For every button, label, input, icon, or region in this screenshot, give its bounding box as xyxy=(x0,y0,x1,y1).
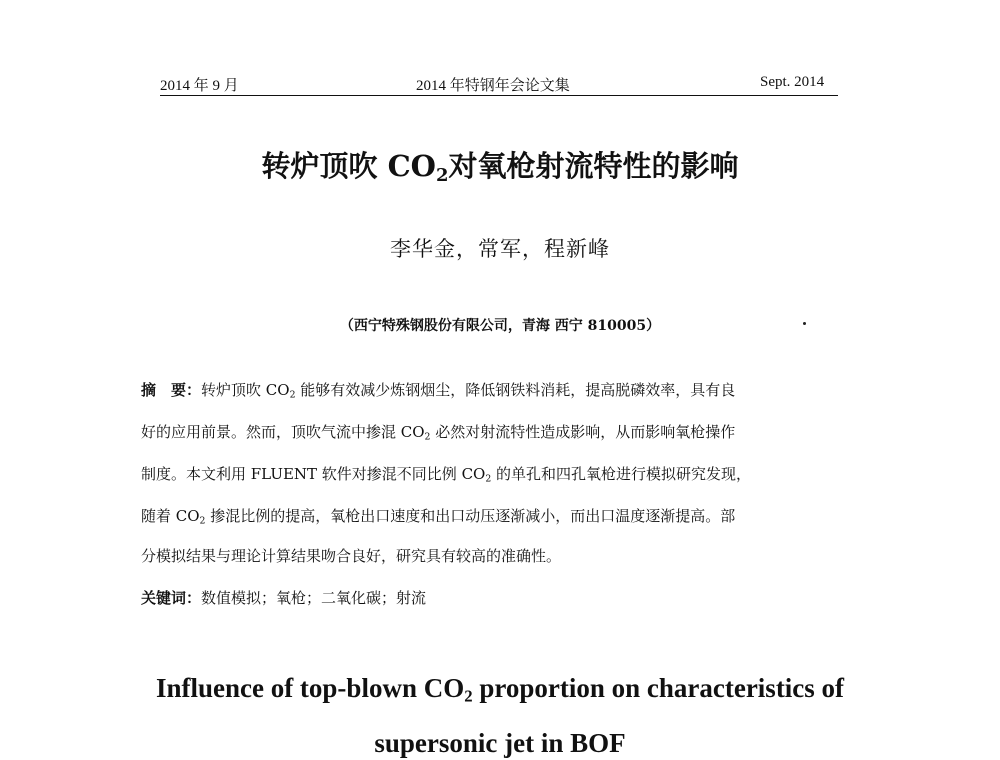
authors: 李华金，常军，程新峰 xyxy=(390,237,610,261)
header-date-en: Sept. 2014 xyxy=(760,74,825,90)
abstract-line: 好的应用前景。然而，顶吹气流中掺混 $CO_2$ 必然对射流特性造成影响，从而影响氧枪操作 xyxy=(141,423,736,443)
header-proceedings-title: 2014 年特钢年会论文集 xyxy=(416,78,570,94)
abstract-line: 制度。本文利用 FLUENT 软件对掺混不同比例 $CO_2$ 的单孔和四孔氧枪进行模拟研究发现， xyxy=(141,465,752,485)
stray-dot xyxy=(803,322,806,325)
keywords-text: 数值模拟；氧枪；二氧化碳；射流 xyxy=(201,589,427,607)
keywords xyxy=(141,588,426,608)
paper-title-en-line1: Influence of top-blown $CO_2$ proportion on characteristics of xyxy=(155,673,845,706)
header-rule xyxy=(160,95,838,96)
affiliation: （西宁特殊钢股份有限公司，青海 西宁 810005） xyxy=(339,318,661,334)
header-date-cn: 2014 年 9 月 xyxy=(160,78,239,94)
paper-title-en-line2: supersonic jet in BOF xyxy=(374,728,626,758)
abstract-line: 分模拟结果与理论计算结果吻合良好，研究具有较高的准确性。 xyxy=(141,547,562,565)
abstract-line: 随着 $CO_2$ 掺混比例的提高，氧枪出口速度和出口动压逐渐减小，而出口温度逐渐提高。部 xyxy=(141,507,736,527)
keywords-label: 关键词： xyxy=(141,589,202,607)
abstract-label: 摘 要： xyxy=(141,381,202,399)
abstract-line: 摘 要：转炉顶吹 $CO_2$ 能够有效减少炼钢烟尘，降低钢铁料消耗，提高脱磷效率，具有良 xyxy=(141,381,736,401)
paper-title-cn: 转炉顶吹 $CO_2$对氧枪射流特性的影响 xyxy=(261,149,739,187)
